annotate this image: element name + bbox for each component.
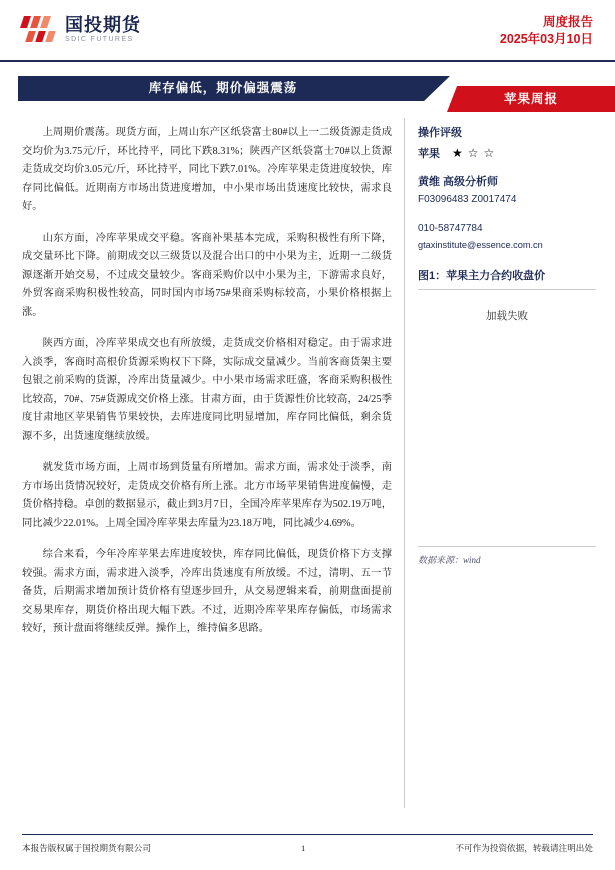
footer-disclaimer: 不可作为投资依据，转载请注明出处 xyxy=(455,843,593,853)
body-paragraph: 上周期价震荡。现货方面，上周山东产区纸袋富士80#以上一二级货源走货成交均价为3.75元/斤，环比持平，同比下跌8.31%；陕西产区纸袋富士70#以上货源走货成交均价3.05元/斤，环比持平，同比下跌7.01%。冷库苹果走货进度较快，库存同比偏低。近期南方市场出货进度增加，中小果市场出货速度比较快，需求良好。 xyxy=(22,127,392,212)
rating-subject: 苹果 xyxy=(418,148,440,160)
analyst-license-code: F03096483 Z0017474 xyxy=(418,194,517,205)
figure-title: 图1：苹果主力合约收盘价 xyxy=(418,268,596,290)
column-divider xyxy=(404,118,405,808)
analyst-name: 黄维 高级分析师 xyxy=(418,176,499,188)
report-type: 周度报告 xyxy=(542,15,593,29)
report-tag: 苹果周报 xyxy=(503,92,558,106)
page-content xyxy=(0,124,615,818)
page-title: 库存偏低，期价偏强震荡 xyxy=(148,81,298,95)
figure-source: 数据来源：wind xyxy=(418,546,596,566)
page-header xyxy=(0,0,615,62)
footer-copyright: 本报告版权属于国投期货有限公司 xyxy=(22,843,151,853)
sidebar xyxy=(418,124,596,565)
logo-text-cn: 国投期货 xyxy=(65,14,141,35)
figure-placeholder: 加载失败 xyxy=(486,311,528,322)
body-paragraph: 陕西方面，冷库苹果成交也有所放缓，走货成交价格相对稳定。由于需求进入淡季，客商时高根价货源采购权下下降，实际成交量减少。当前客商货架主要包银之前采购的货源，冷库出货量减少。中小果市场需求旺盛，客商采购积极性比较高，70#、75#货源成交价格上涨。甘肃方面，由于货源性价比较高，24/25季度甘肃地区苹果销售节果较快，去库进度同比明显增加，库存同比偏低，剩余货源不多，出货速度继续放缓。 xyxy=(22,338,392,442)
page-number: 1 xyxy=(301,843,306,853)
rating-row xyxy=(418,145,596,161)
page-footer xyxy=(22,834,593,854)
logo-text-en: SDIC FUTURES xyxy=(65,35,134,43)
body-paragraph: 综合来看，今年冷库苹果去库进度较快，库存同比偏低，现货价格下方支撑较强。需求方面，需求进入淡季，冷库出货速度有所放缓。不过，清明、五一节备货，后期需求增加预计货价格有望逐步回升，从交易逻辑来看，前期盘面提前交易果库存，期货价格出现大幅下跌。不过，近期冷库苹果库存偏低，市场需求较好，预计盘面将继续反弹。操作上，维持偏多思路。 xyxy=(22,549,392,634)
rating-stars: ★ ☆ ☆ xyxy=(452,146,496,160)
body-paragraph: 山东方面，冷库苹果成交平稳。客商补果基本完成，采购积极性有所下降，成交量环比下降。前期成交以三级货以及混合出口的中小果为主，近期一二级货源逐渐开始交易，不过成交量较少。客商采购价以中小果为主，下游需求良好，外贸客商采购积极性较高，同时国内市场75#果商采购标较高，小果价格根据上涨。 xyxy=(22,232,392,318)
contact-email[interactable]: gtaxinstitute@essence.com.cn xyxy=(418,240,543,250)
contact-phone: 010-58747784 xyxy=(418,223,483,234)
rating-label: 操作评级 xyxy=(418,127,462,139)
logo-text xyxy=(65,15,141,44)
body-paragraph: 就发货市场方面，上周市场到货量有所增加。需求方面，需求处于淡季，南方市场出货情况较好，走货成交价格有所上涨。北方市场苹果销售进度偏慢，走货价格持稳。卓创的数据显示，截止到3月7日，全国冷库苹果库存为502.19万吨，同比减少22.01%。上周全国冷库苹果去库量为23.18万吨，同比减少4.69%。 xyxy=(22,462,392,529)
logo-mark-icon xyxy=(22,14,58,44)
header-meta xyxy=(500,14,593,48)
report-date: 2025年03月10日 xyxy=(499,32,593,46)
company-logo xyxy=(22,14,141,44)
article-body xyxy=(22,124,392,652)
